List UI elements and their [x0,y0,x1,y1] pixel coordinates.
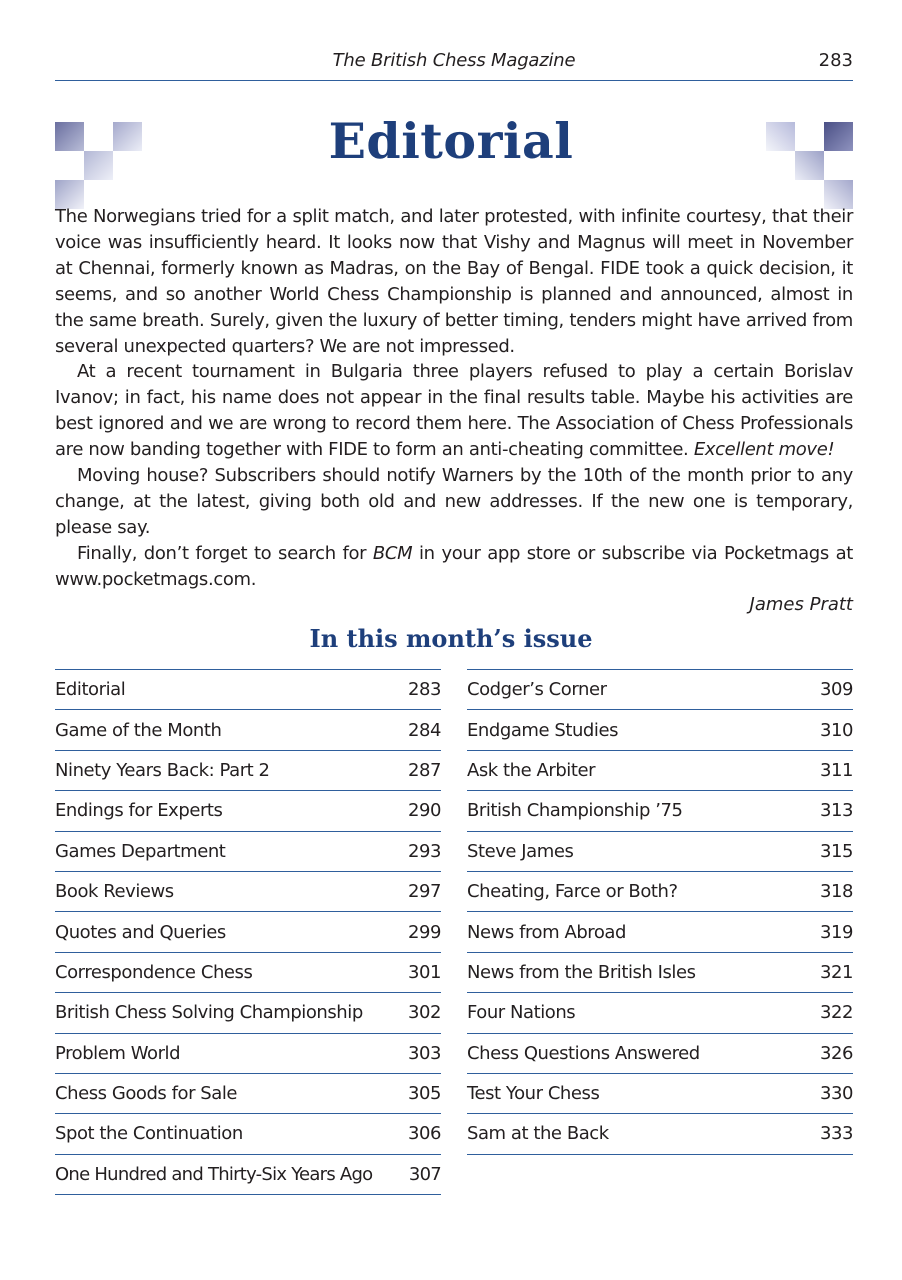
contents-page: 307 [408,1163,441,1185]
contents-title: Chess Goods for Sale [55,1083,238,1105]
contents-column-left [55,669,441,1195]
contents-row[interactable] [467,670,853,710]
contents-column-right [467,669,853,1155]
contents-page: 306 [407,1123,441,1145]
running-header [55,46,853,81]
contents-row[interactable] [467,1034,853,1074]
author-signature: James Pratt [749,594,853,615]
contents-row[interactable] [55,953,441,993]
contents-title: Game of the Month [55,719,222,741]
contents-title: Spot the Continuation [55,1123,243,1145]
contents-title: Editorial [55,679,126,701]
editorial-paragraph-4-end: in your app store or subscribe via Pocketmags at www.pocketmags.com. [55,542,853,590]
contents-page: 313 [819,800,853,822]
contents-page: 290 [407,800,441,822]
contents-page: 326 [819,1042,853,1064]
contents-title: Endings for Experts [55,800,223,822]
contents-row[interactable] [55,670,441,710]
contents-title: Problem World [55,1042,181,1064]
contents-page: 299 [407,921,441,943]
contents-page: 293 [407,840,441,862]
contents-row[interactable] [467,1074,853,1114]
contents-page: 333 [819,1123,853,1145]
contents-row[interactable] [55,791,441,831]
contents-title: News from Abroad [467,921,626,943]
contents-title: Sam at the Back [467,1123,609,1145]
editorial-paragraph-2 [55,359,853,463]
editorial-paragraph-4 [55,541,853,593]
contents-title: Quotes and Queries [55,921,226,943]
contents-page: 321 [819,961,853,983]
contents-title: Steve James [467,840,574,862]
contents-row[interactable] [55,751,441,791]
contents-title: News from the British Isles [467,961,696,983]
contents-title: British Chess Solving Championship [55,1002,363,1024]
contents-row[interactable] [55,1074,441,1114]
contents-page: 310 [819,719,853,741]
page-heading: Editorial [328,112,574,170]
editorial-paragraph-4-start: Finally, don’t forget to search for [77,542,367,564]
contents-row[interactable] [467,912,853,952]
contents-row[interactable] [55,912,441,952]
editorial-text [55,204,853,593]
contents-title: Endgame Studies [467,719,619,741]
contents-page: 284 [407,719,441,741]
contents-title: One Hundred and Thirty-Six Years Ago [55,1163,373,1185]
contents-title: British Championship ’75 [467,800,683,822]
magazine-title: The British Chess Magazine [332,50,576,71]
contents-row[interactable] [467,953,853,993]
contents-page: 319 [819,921,853,943]
contents-page: 318 [819,881,853,903]
contents-row[interactable] [467,832,853,872]
editorial-emphasis: Excellent move! [693,439,835,461]
contents-row[interactable] [467,993,853,1033]
contents-title: Cheating, Farce or Both? [467,881,678,903]
contents-title: Ask the Arbiter [467,759,596,781]
contents-page: 297 [407,881,441,903]
contents-row[interactable] [55,1155,441,1195]
contents-title: Book Reviews [55,881,174,903]
contents-row[interactable] [55,832,441,872]
contents-title: Ninety Years Back: Part 2 [55,759,270,781]
contents-row[interactable] [55,1114,441,1154]
contents-row[interactable] [467,1114,853,1154]
editorial-paragraph-1: The Norwegians tried for a split match, and later protested, with infinite courtesy, that their voice was insufficiently heard. It looks now that Vishy and Magnus will meet in November at Chennai, formerly known as Madras, on the Bay of Bengal. FIDE took a quick decision, it seems, and so another World Chess Championship is planned and announced, almost in the same breath. Surely, given the luxury of better timing, tenders might have arrived from several unexpected quarters? We are not impressed. [55,206,853,357]
contents-page: 311 [819,759,853,781]
contents-page: 302 [407,1002,441,1024]
contents-row[interactable] [467,872,853,912]
editorial-paragraph-2-text: At a recent tournament in Bulgaria three players refused to play a certain Borislav Ivanov; in fact, his name does not appear in the final results table. Maybe his activities are best ignored and we are wrong to record them here. The Association of Chess Professionals are now banding together with FIDE to form an anti-cheating committee. [55,361,853,461]
contents-page: 330 [819,1083,853,1105]
contents-row[interactable] [467,791,853,831]
contents-page: 301 [407,961,441,983]
contents-row[interactable] [55,993,441,1033]
contents-title: Test Your Chess [467,1083,600,1105]
contents-title: Games Department [55,840,226,862]
contents-page: 309 [819,679,853,701]
bcm-emphasis: BCM [372,542,413,564]
contents-page: 283 [407,679,441,701]
contents-page: 305 [407,1083,441,1105]
contents-page: 322 [819,1002,853,1024]
contents-page: 287 [407,759,441,781]
contents-row[interactable] [55,1034,441,1074]
contents-title: Chess Questions Answered [467,1042,700,1064]
contents-title: Correspondence Chess [55,961,253,983]
contents-title: Codger’s Corner [467,679,607,701]
page-number: 283 [818,50,853,71]
contents-title: Four Nations [467,1002,576,1024]
contents-page: 315 [819,840,853,862]
contents-row[interactable] [55,872,441,912]
contents-heading: In this month’s issue [309,624,593,653]
contents-row[interactable] [467,710,853,750]
contents-page: 303 [407,1042,441,1064]
contents-row[interactable] [467,751,853,791]
contents-row[interactable] [55,710,441,750]
editorial-paragraph-3: Moving house? Subscribers should notify Warners by the 10th of the month prior to any change, at the latest, giving both old and new addresses. If the new one is temporary, please say. [55,465,853,538]
